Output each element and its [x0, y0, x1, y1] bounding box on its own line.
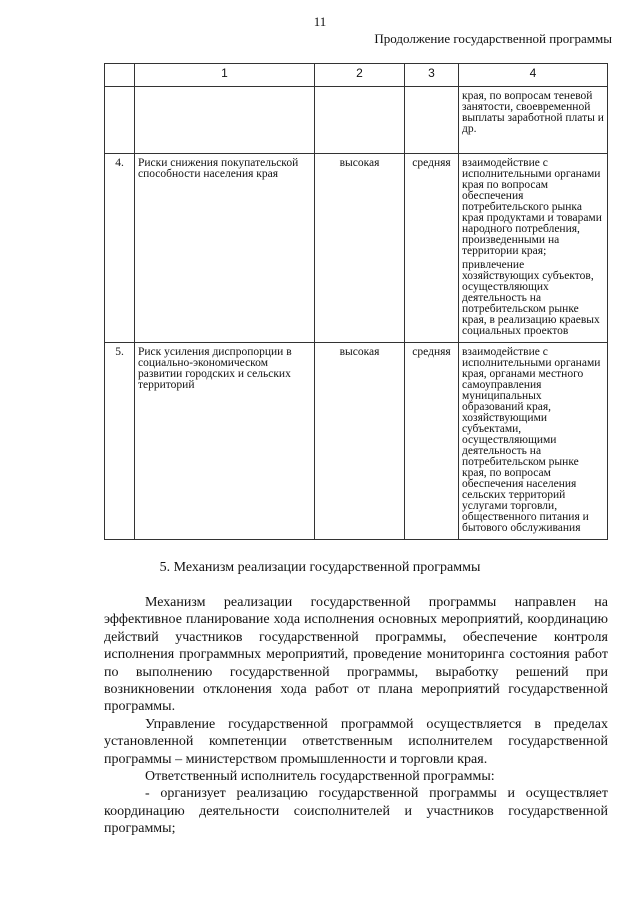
- measure-paragraph: взаимодействие с исполнительными органами края, органами местного самоуправления муниципальных образований края, хозяйствующими субъектами, осуществляющими деятельность на потребительском рынке края, по вопросам обеспечения населения сельских территорий услугами торговли, общественного питания и бытового обслуживания: [462, 346, 601, 534]
- impact-value: высокая: [315, 343, 405, 540]
- paragraph: Механизм реализации государственной программы направлен на эффективное планирование хода исполнения основных мероприятий, координацию действий участников государственной программы, обеспечение контроля исполнения программных мероприятий, проведение мониторинга состояния работ по выполнению государственной программы, выработку решений при возникновении отклонения хода работ от плана мероприятий государственной программы.: [104, 595, 608, 715]
- risk-name: Риски снижения покупательской способности населения края: [135, 154, 315, 343]
- body-text: [104, 594, 608, 838]
- risk-table: [104, 63, 608, 540]
- measures-cell: [459, 343, 608, 540]
- table-row: [105, 343, 608, 540]
- risk-name: Риск усиления диспропорции в социально-экономическом развитии городских и сельских территорий: [135, 343, 315, 540]
- table-cell: [105, 87, 135, 154]
- table-header-row: [105, 64, 608, 87]
- table-header-cell: 1: [135, 64, 315, 87]
- measure-paragraph: привлечение хозяйствующих субъектов, осуществляющих деятельность на потребительском рынке края, в реализацию краевых социальных проектов: [462, 259, 600, 337]
- running-header: Продолжение государственной программы: [374, 31, 612, 46]
- table-cell: [405, 87, 459, 154]
- table-row-continued: [105, 87, 608, 154]
- probability-value: средняя: [405, 154, 459, 343]
- paragraph: Ответственный исполнитель государственной программы:: [145, 769, 495, 785]
- table-header-cell: 3: [405, 64, 459, 87]
- table-row: [105, 154, 608, 343]
- table-header-cell: [105, 64, 135, 87]
- impact-value: высокая: [315, 154, 405, 343]
- row-number: 5.: [105, 343, 135, 540]
- section-heading: 5. Механизм реализации государственной программы: [159, 560, 481, 575]
- table-cell: [315, 87, 405, 154]
- table-header-cell: 2: [315, 64, 405, 87]
- measure-paragraph: взаимодействие с исполнительными органами края по вопросам обеспечения потребительского рынка края продуктами и товарами народного потребления, произведенными на территории края;: [462, 157, 602, 257]
- table-cell: [135, 87, 315, 154]
- table-header-cell: 4: [459, 64, 608, 87]
- probability-value: средняя: [405, 343, 459, 540]
- table-cell-measures: края, по вопросам теневой занятости, своевременной выплаты заработной платы и др.: [459, 87, 608, 154]
- paragraph: Управление государственной программой осуществляется в пределах установленной компетенции ответственным исполнителем государственной программы – министерством промышленности и торговли края.: [104, 716, 608, 767]
- row-number: 4.: [105, 154, 135, 343]
- paragraph: - организует реализацию государственной программы и осуществляет координацию деятельности соисполнителей и участников государственной программы;: [104, 786, 608, 837]
- measures-cell: [459, 154, 608, 343]
- page-number: 11: [313, 14, 327, 29]
